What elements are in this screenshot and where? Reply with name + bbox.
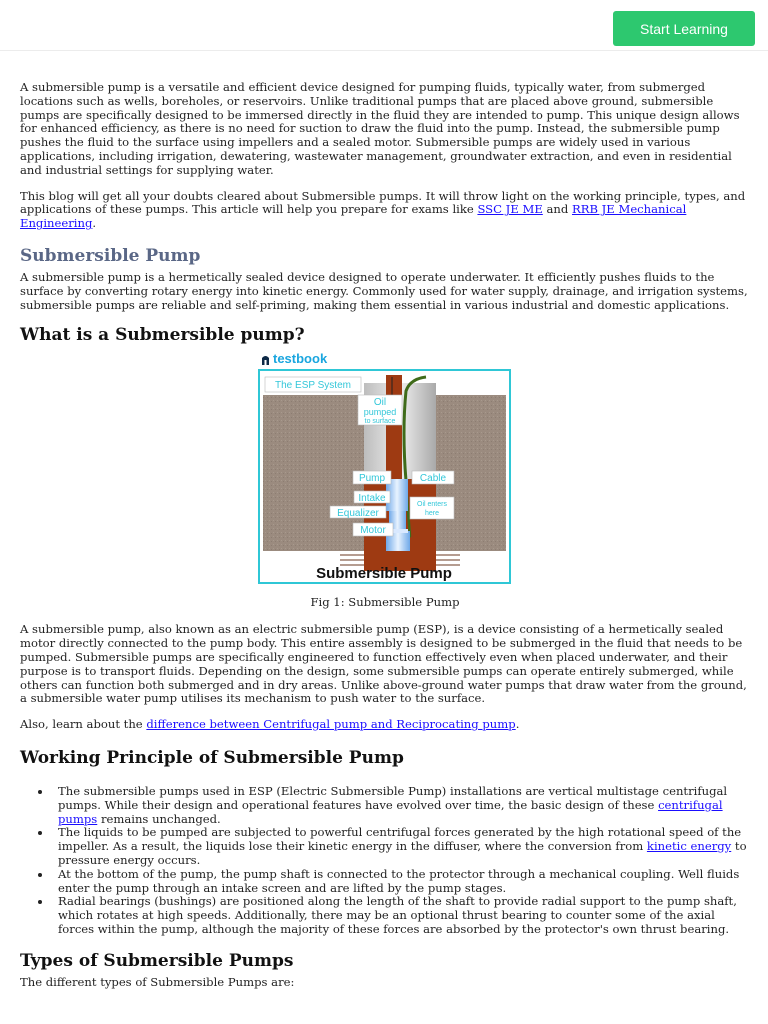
diagram-banner: Submersible Pump	[316, 565, 452, 583]
top-nav-bar	[0, 0, 768, 51]
blog-text-after: .	[92, 216, 97, 231]
testbook-brand-text: testbook	[273, 351, 328, 367]
kinetic-energy-link[interactable]: kinetic energy	[646, 839, 732, 854]
ssc-je-me-link[interactable]: SSC JE ME	[477, 202, 543, 217]
start-learning-button[interactable]: Start Learning	[613, 11, 755, 46]
also-learn-paragraph	[20, 718, 750, 732]
article-body	[20, 81, 750, 990]
svg-text:pumped: pumped	[363, 407, 397, 418]
testbook-logo-icon	[261, 354, 270, 365]
list-item: The liquids to be pumped are subjected to powerful centrifugal forces generated by the high rotational speed of the impeller. As a result, the liquids lose their kinetic energy in the diffuser, where the conversion from kinetic energy to pressure energy occurs.	[58, 826, 750, 867]
blog-text-middle: and	[542, 202, 572, 217]
figure-caption: Fig 1: Submersible Pump	[310, 595, 460, 610]
intro-paragraph: A submersible pump is a versatile and efficient device designed for pumping fluids, typically water, from submerged locations such as wells, boreholes, or reservoirs. Unlike traditional pumps that are placed above ground, submersible pumps are specifically designed to be immersed directly in the fluid they are intended to pump. This unique design allows for enhanced efficiency, as there is no need for suction to draw the fluid into the pump. Instead, the submersible pump pushes the fluid to the surface using impellers and a sealed motor. Submersible pumps are widely used in various applications, including irrigation, dewatering, wastewater management, groundwater extraction, and even in residential and industrial settings for supplying water.	[20, 80, 740, 177]
types-intro: The different types of Submersible Pumps are:	[20, 974, 295, 989]
svg-text:Equalizer: Equalizer	[337, 508, 379, 520]
svg-text:Intake: Intake	[358, 493, 386, 505]
list-item: At the bottom of the pump, the pump shaft is connected to the protector through a mechanical coupling. Well fluids enter the pump through an intake screen and are lifted by the pump stages.	[58, 868, 750, 896]
working-principle-heading: Working Principle of Submersible Pump	[20, 747, 404, 768]
definition-paragraph: A submersible pump is a hermetically sealed device designed to operate underwater. It efficiently pushes fluids to the surface by converting rotary energy into kinetic energy. Commonly used for water supply, drainage, and irrigation systems, submersible pumps are reliable and self-priming, making them essential in various industrial and domestic applications.	[20, 269, 748, 312]
diagram-title-label: The ESP System	[275, 380, 351, 392]
blog-text-before: This blog will get all your doubts cleared about Submersible pumps. It will throw light on the working principle, types, and applications of these pumps. This article will help you prepare for exams like	[20, 188, 746, 217]
rrb-je-mechanical-link[interactable]: RRB JE Mechanical Engineering	[20, 202, 687, 231]
svg-text:Cable: Cable	[419, 473, 447, 485]
svg-text:Oil: Oil	[373, 397, 387, 409]
bullet-icon	[38, 900, 42, 904]
centrifugal-vs-reciprocating-link[interactable]: difference between Centrifugal pump and Reciprocating pump	[146, 717, 516, 732]
esp-diagram	[258, 369, 511, 584]
testbook-logo	[261, 351, 327, 367]
list-item: The submersible pumps used in ESP (Electric Submersible Pump) installations are vertical multistage centrifugal pumps. While their design and operational features have evolved over time, the basic design of these centrifugal pumps remains unchanged.	[58, 785, 750, 826]
figure-submersible-pump	[20, 351, 750, 623]
also-prefix: Also, learn about the	[20, 717, 147, 732]
esp-paragraph: A submersible pump, also known as an electric submersible pump (ESP), is a device consisting of a hermetically sealed motor directly connected to the pump body. This entire assembly is designed to be submerged in the fluid that needs to be pumped. Submersible pumps are specifically engineered to function effectively even when placed underwater, and their purpose is to transport fluids. Depending on the design, some submersible pumps can operate entirely submerged, while others can function both submerged and in dry areas. Unlike above-ground water pumps that draw water from the ground, a submersible water pump utilises its mechanism to push water to the surface.	[20, 622, 747, 706]
also-suffix: .	[515, 717, 520, 732]
svg-text:Motor: Motor	[360, 525, 386, 537]
working-principle-list	[20, 785, 750, 937]
centrifugal-pumps-link[interactable]: centrifugal pumps	[58, 797, 723, 826]
submersible-pump-heading: Submersible Pump	[20, 245, 201, 266]
svg-text:to surface: to surface	[364, 418, 396, 426]
what-is-heading: What is a Submersible pump?	[20, 325, 305, 346]
svg-text:Oil enters: Oil enters	[417, 501, 447, 509]
svg-text:here: here	[424, 510, 440, 518]
bullet-icon	[38, 790, 42, 794]
blog-paragraph	[20, 190, 750, 231]
esp-diagram-illustration	[260, 371, 509, 582]
bullet-icon	[38, 873, 42, 877]
types-heading: Types of Submersible Pumps	[20, 950, 294, 971]
bullet-icon	[38, 831, 42, 835]
list-item: Radial bearings (bushings) are positioned along the length of the shaft to provide radial support to the pump shaft, which rotates at high speeds. Additionally, there may be an optional thrust bearing to counter some of the axial forces within the pump, although the majority of these forces are absorbed by the protector's own thrust bearing.	[58, 895, 750, 936]
svg-text:Pump: Pump	[358, 473, 386, 485]
